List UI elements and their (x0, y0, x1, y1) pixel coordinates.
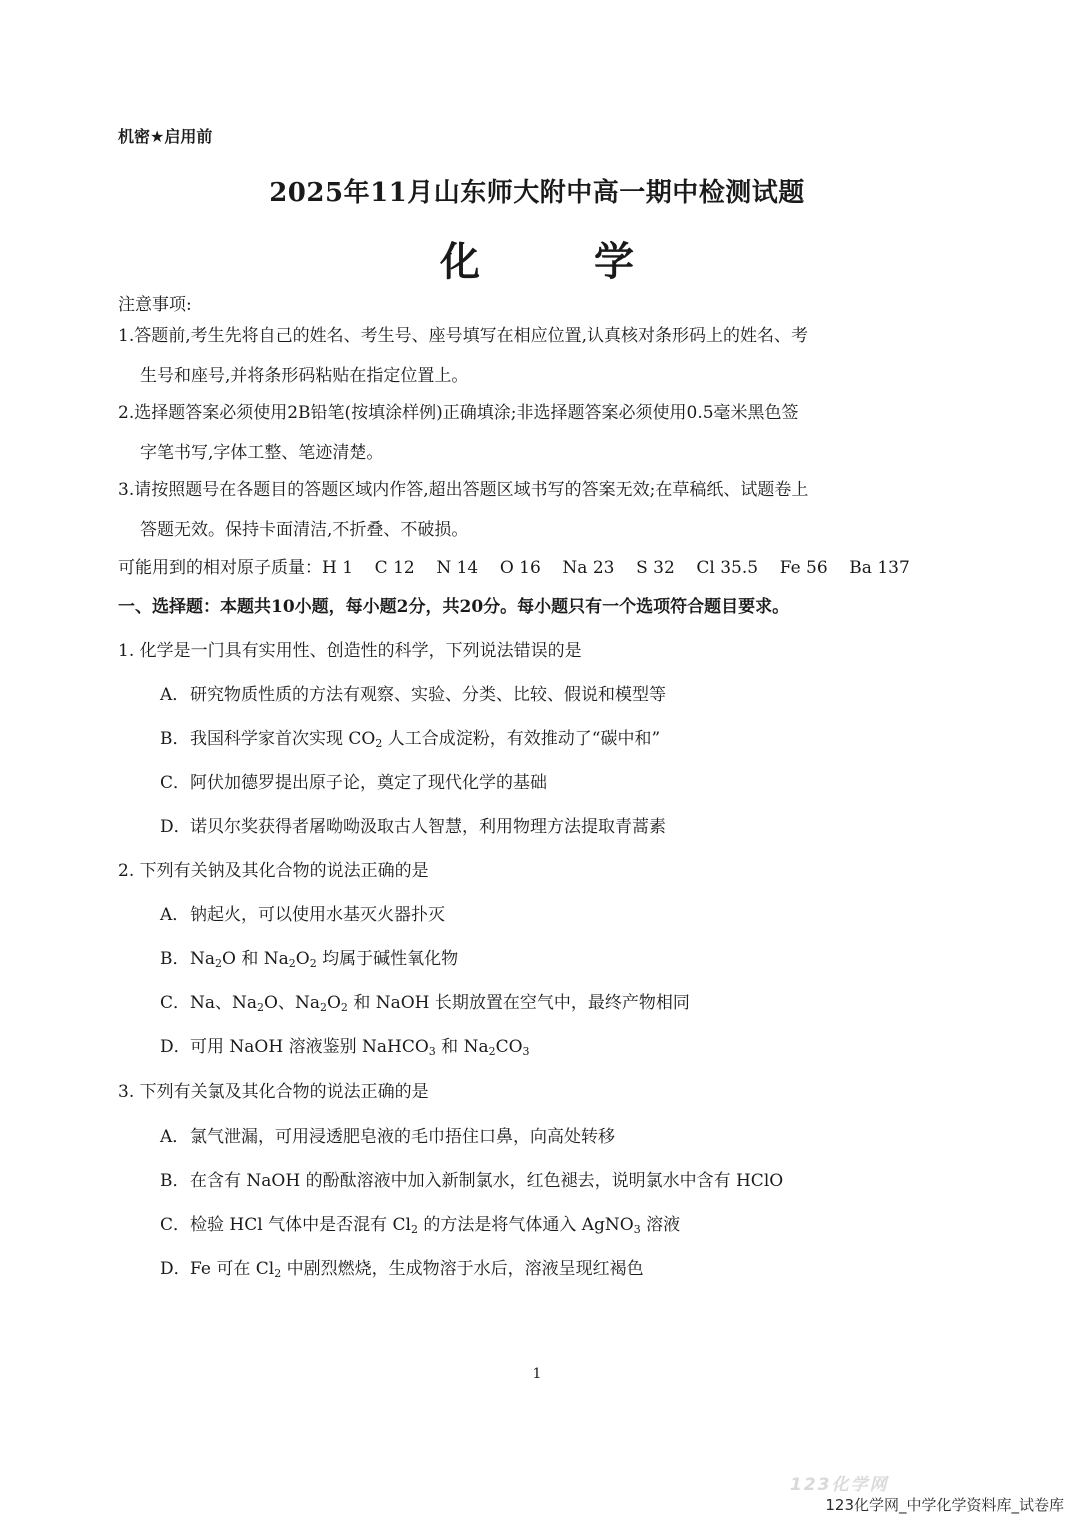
option-c (160, 768, 547, 793)
option-b (160, 944, 458, 969)
option-letter: C． (160, 1215, 191, 1235)
subject-title: 化 学 (440, 239, 684, 285)
option-letter: B． (160, 729, 190, 749)
option-text: 和 Na (435, 1037, 489, 1057)
subscript: 2 (340, 1001, 348, 1014)
option-text: 氯气泄漏，可用浸透肥皂液的毛巾捂住口鼻，向高处转移 (190, 1127, 615, 1147)
subscript: 2 (274, 1267, 282, 1280)
option-letter: D． (160, 1037, 191, 1057)
option-letter: B． (160, 1171, 190, 1191)
confidential-label: 机密★启用前 (118, 127, 213, 146)
note-line-continued: 答题无效。保持卡面清洁,不折叠、不破损。 (140, 520, 469, 540)
option-text: 钠起火，可以使用水基灭火器扑灭 (190, 905, 445, 925)
page-number: 1 (532, 1366, 542, 1382)
option-c (160, 988, 690, 1013)
option-letter: D． (160, 1259, 191, 1279)
watermark-logo: 123化学网 (790, 1475, 889, 1495)
option-text: 研究物质性质的方法有观察、实验、分类、比较、假说和模型等 (190, 685, 666, 705)
option-letter: C． (160, 773, 191, 793)
option-text: 检验 HCl 气体中是否混有 Cl (190, 1215, 411, 1235)
option-d (160, 1032, 530, 1057)
note-item (118, 393, 968, 473)
option-text: 可用 NaOH 溶液鉴别 NaHCO (190, 1037, 429, 1057)
subscript: 3 (522, 1045, 530, 1058)
option-text: 中剧烈燃烧，生成物溶于水后，溶液呈现红褐色 (281, 1259, 644, 1279)
option-letter: A． (160, 905, 190, 925)
option-text: 人工合成淀粉，有效推动了“碳中和” (382, 729, 661, 749)
atomic-masses: 可能用到的相对原子质量：H 1 C 12 N 14 O 16 Na 23 S 32 Cl 35.5 Fe 56 Ba 137 (118, 558, 910, 578)
option-letter: A． (160, 1127, 190, 1147)
note-line-continued: 字笔书写,字体工整、笔迹清楚。 (140, 443, 384, 463)
option-text: 均属于碱性氧化物 (316, 949, 459, 969)
option-d (160, 812, 666, 837)
option-text: 阿伏加德罗提出原子论，奠定了现代化学的基础 (190, 773, 547, 793)
subscript: 3 (633, 1223, 641, 1236)
option-text: O (326, 993, 341, 1013)
subscript: 2 (288, 957, 296, 970)
option-letter: C． (160, 993, 191, 1013)
option-text: O、Na (264, 993, 320, 1013)
subscript: 2 (215, 957, 223, 970)
subscript: 2 (410, 1223, 418, 1236)
option-b (160, 1166, 783, 1191)
option-text: Na (190, 949, 216, 969)
option-text: Fe 可在 Cl (190, 1259, 275, 1279)
option-letter: D． (160, 817, 191, 837)
notes-heading: 注意事项: (118, 295, 192, 315)
question-stem: 2. 下列有关钠及其化合物的说法正确的是 (118, 861, 429, 881)
option-text: O (295, 949, 310, 969)
option-text: 的方法是将气体通入 AgNO (417, 1215, 634, 1235)
option-text: 诺贝尔奖获得者屠呦呦汲取古人智慧，利用物理方法提取青蒿素 (190, 817, 666, 837)
question-stem: 1. 化学是一门具有实用性、创造性的科学，下列说法错误的是 (118, 641, 582, 661)
subscript: 2 (309, 957, 317, 970)
option-a (160, 1122, 615, 1147)
section-heading: 一、选择题：本题共10小题，每小题2分，共20分。每小题只有一个选项符合题目要求。 (118, 597, 790, 617)
option-a (160, 900, 445, 925)
option-text: O 和 Na (222, 949, 289, 969)
note-line-continued: 生号和座号,并将条形码粘贴在指定位置上。 (140, 366, 469, 386)
subscript: 2 (319, 1001, 327, 1014)
note-line: 2.选择题答案必须使用2B铅笔(按填涂样例)正确填涂;非选择题答案必须使用0.5毫米黑色签 (118, 403, 799, 423)
option-letter: A． (160, 685, 190, 705)
option-text: Na、Na (190, 993, 258, 1013)
question-stem: 3. 下列有关氯及其化合物的说法正确的是 (118, 1082, 429, 1102)
option-letter: B． (160, 949, 190, 969)
option-a (160, 680, 666, 705)
option-text: CO (495, 1037, 523, 1057)
subscript: 2 (488, 1045, 496, 1058)
note-line: 3.请按照题号在各题目的答题区域内作答,超出答题区域书写的答案无效;在草稿纸、试题卷上 (118, 480, 809, 500)
note-line: 1.答题前,考生先将自己的姓名、考生号、座号填写在相应位置,认真核对条形码上的姓名、考 (118, 326, 809, 346)
option-text: 我国科学家首次实现 CO (190, 729, 376, 749)
option-text: 在含有 NaOH 的酚酞溶液中加入新制氯水，红色褪去，说明氯水中含有 HClO (190, 1171, 784, 1191)
option-text: 和 NaOH 长期放置在空气中，最终产物相同 (347, 993, 690, 1013)
subscript: 3 (428, 1045, 436, 1058)
note-item (118, 316, 968, 396)
subscript: 2 (257, 1001, 265, 1014)
note-item (118, 470, 968, 550)
option-b (160, 724, 660, 749)
watermark-text: 123化学网_中学化学资料库_试卷库 (825, 1496, 1064, 1514)
option-text: 溶液 (640, 1215, 681, 1235)
option-c (160, 1210, 680, 1235)
exam-title: 2025年11月山东师大附中高一期中检测试题 (269, 178, 805, 208)
option-d (160, 1254, 644, 1279)
subscript: 2 (375, 737, 383, 750)
